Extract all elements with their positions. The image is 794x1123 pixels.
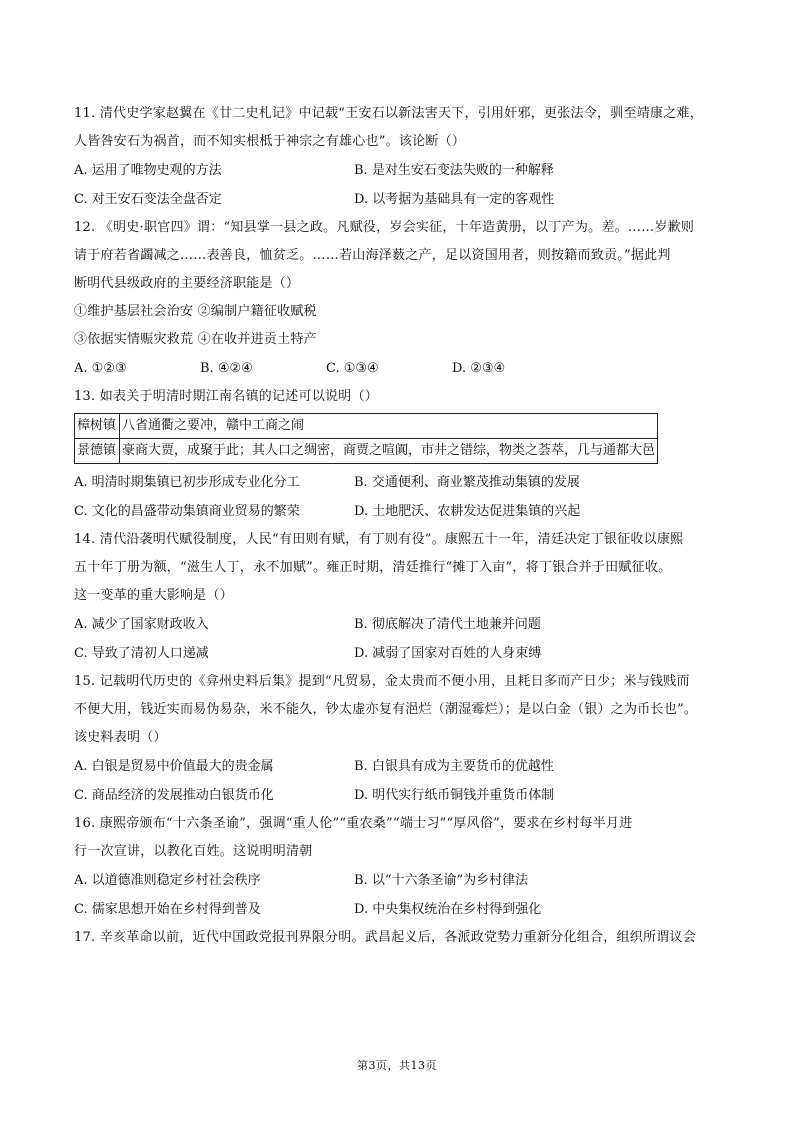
option-d: D. ②③④ xyxy=(452,361,506,376)
option-b: B. 彻底解决了清代土地兼并问题 xyxy=(354,617,541,632)
option-row xyxy=(74,610,724,639)
option-row xyxy=(74,185,724,214)
option-a: A. 运用了唯物史观的方法 xyxy=(74,163,222,178)
option-row xyxy=(74,866,724,895)
question-stem: 13. 如表关于明清时期江南名镇的记述可以说明（） xyxy=(74,389,379,404)
option-c: C. 文化的昌盛带动集镇商业贸易的繁荣 xyxy=(74,504,300,519)
table-cell-town: 樟树镇 xyxy=(75,414,120,439)
question-12 xyxy=(74,214,724,383)
town-table xyxy=(74,413,658,464)
question-stem: 不便大用，钱近实而易伪易杂，米不能久，钞太虚亦复有浥烂（潮湿霉烂）；是以白金（银）之为币长也”。 xyxy=(74,702,698,717)
question-stem: 14. 清代沿袭明代赋役制度，人民“有田则有赋，有丁则有役”。康熙五十一年，清廷决定丁银征收以康熙 xyxy=(74,532,684,547)
question-15 xyxy=(74,668,724,810)
question-stem: 请于府若省蠲减之……表善良，恤贫乏。……若山海泽薮之产，足以资国用者，则按籍而致贡。”据此判 xyxy=(74,248,671,263)
question-stem: 该史料表明（） xyxy=(74,730,167,745)
option-d: D. 以考据为基础具有一定的客观性 xyxy=(354,192,555,207)
option-row xyxy=(74,468,724,497)
option-row xyxy=(74,497,724,526)
question-16 xyxy=(74,810,724,924)
question-stem: 16. 康熙帝颁布“十六条圣谕”，强调“重人伦”“重农桑”“端士习”“厚风俗”，要求在乡村每半月进 xyxy=(74,816,633,831)
option-row xyxy=(74,781,724,810)
option-d: D. 土地肥沃、农耕发达促进集镇的兴起 xyxy=(354,504,581,519)
table-row xyxy=(75,414,658,439)
question-stem: 12. 《明史·职官四》谓：“知县掌一县之政。凡赋役，岁会实征，十年造黄册，以丁产为。差。……岁歉则 xyxy=(74,220,695,235)
table-cell-record: 八省通衢之要冲，赣中工商之闹 xyxy=(120,414,658,439)
question-stem: 人皆咎安石为祸首，而不知实根柢于神宗之有雄心也”。该论断（） xyxy=(74,134,466,149)
option-d: D. 中央集权统治在乡村得到强化 xyxy=(354,902,542,917)
option-row xyxy=(74,354,724,383)
option-a: A. 白银是贸易中价值最大的贵金属 xyxy=(74,759,274,774)
option-c: C. 儒家思想开始在乡村得到普及 xyxy=(74,902,261,917)
option-c: C. 对王安石变法全盘否定 xyxy=(74,192,222,207)
question-11 xyxy=(74,100,724,214)
page-content xyxy=(74,100,724,952)
option-b: B. 白银具有成为主要货币的优越性 xyxy=(354,759,554,774)
question-stem: 这一变革的重大影响是（） xyxy=(74,588,234,603)
option-b: B. 是对生安石变法失败的一种解释 xyxy=(354,163,554,178)
option-d: D. 明代实行纸币铜钱并重货币体制 xyxy=(354,788,555,803)
table-row xyxy=(75,439,658,464)
question-stem: 行一次宣讲，以教化百姓。这说明明清朝 xyxy=(74,844,313,859)
table-cell-town: 景德镇 xyxy=(75,439,120,464)
option-row xyxy=(74,156,724,185)
option-d: D. 减弱了国家对百姓的人身束缚 xyxy=(354,646,542,661)
question-14 xyxy=(74,526,724,668)
option-a: A. 明清时期集镇已初步形成专业化分工 xyxy=(74,475,300,490)
option-a: A. 以道德准则稳定乡村社会秩序 xyxy=(74,873,261,888)
option-row xyxy=(74,639,724,668)
option-b: B. 交通便利、商业繁茂推动集镇的发展 xyxy=(354,475,580,490)
question-stem: 15. 记载明代历史的《弇州史料后集》提到“凡贸易，金太贵而不便小用，且耗日多而产日少；米与钱贱而 xyxy=(74,674,690,689)
option-row xyxy=(74,752,724,781)
question-13 xyxy=(74,383,724,526)
page-footer: 第3页，共13页 xyxy=(357,1059,437,1072)
table-cell-record: 豪商大贾，成聚于此；其人口之绸密，商贾之喧阗，市井之错综，物类之荟萃，几与通都大邑 xyxy=(120,439,658,464)
statement-items: ①维护基层社会治安 ②编制户籍征收赋税 xyxy=(74,304,317,319)
option-row xyxy=(74,895,724,924)
option-c: C. 导致了清初人口递减 xyxy=(74,646,209,661)
option-c: C. 商品经济的发展推动白银货币化 xyxy=(74,788,274,803)
question-stem: 17. 辛亥革命以前，近代中国政党报刊界限分明。武昌起义后，各派政党势力重新分化组合，组织所谓议会 xyxy=(74,930,697,945)
question-17 xyxy=(74,924,724,952)
question-stem: 五十年丁册为额，“滋生人丁，永不加赋”。雍正时期，清廷推行“摊丁入亩”，将丁银合并于田赋征收。 xyxy=(74,560,672,575)
question-stem: 11. 清代史学家赵翼在《廿二史札记》中记载“王安石以新法害天下，引用奸邪，更张法令，驯至靖康之难， xyxy=(74,106,703,121)
statement-items: ③依据实情赈灾救荒 ④在收并进贡土特产 xyxy=(74,332,317,347)
option-b: B. ④②④ xyxy=(200,361,253,376)
option-c: C. ①③④ xyxy=(326,361,379,376)
option-a: A. ①②③ xyxy=(74,361,127,376)
question-stem: 断明代县级政府的主要经济职能是（） xyxy=(74,276,300,291)
option-b: B. 以“十六条圣谕”为乡村律法 xyxy=(354,873,529,888)
option-a: A. 减少了国家财政收入 xyxy=(74,617,209,632)
